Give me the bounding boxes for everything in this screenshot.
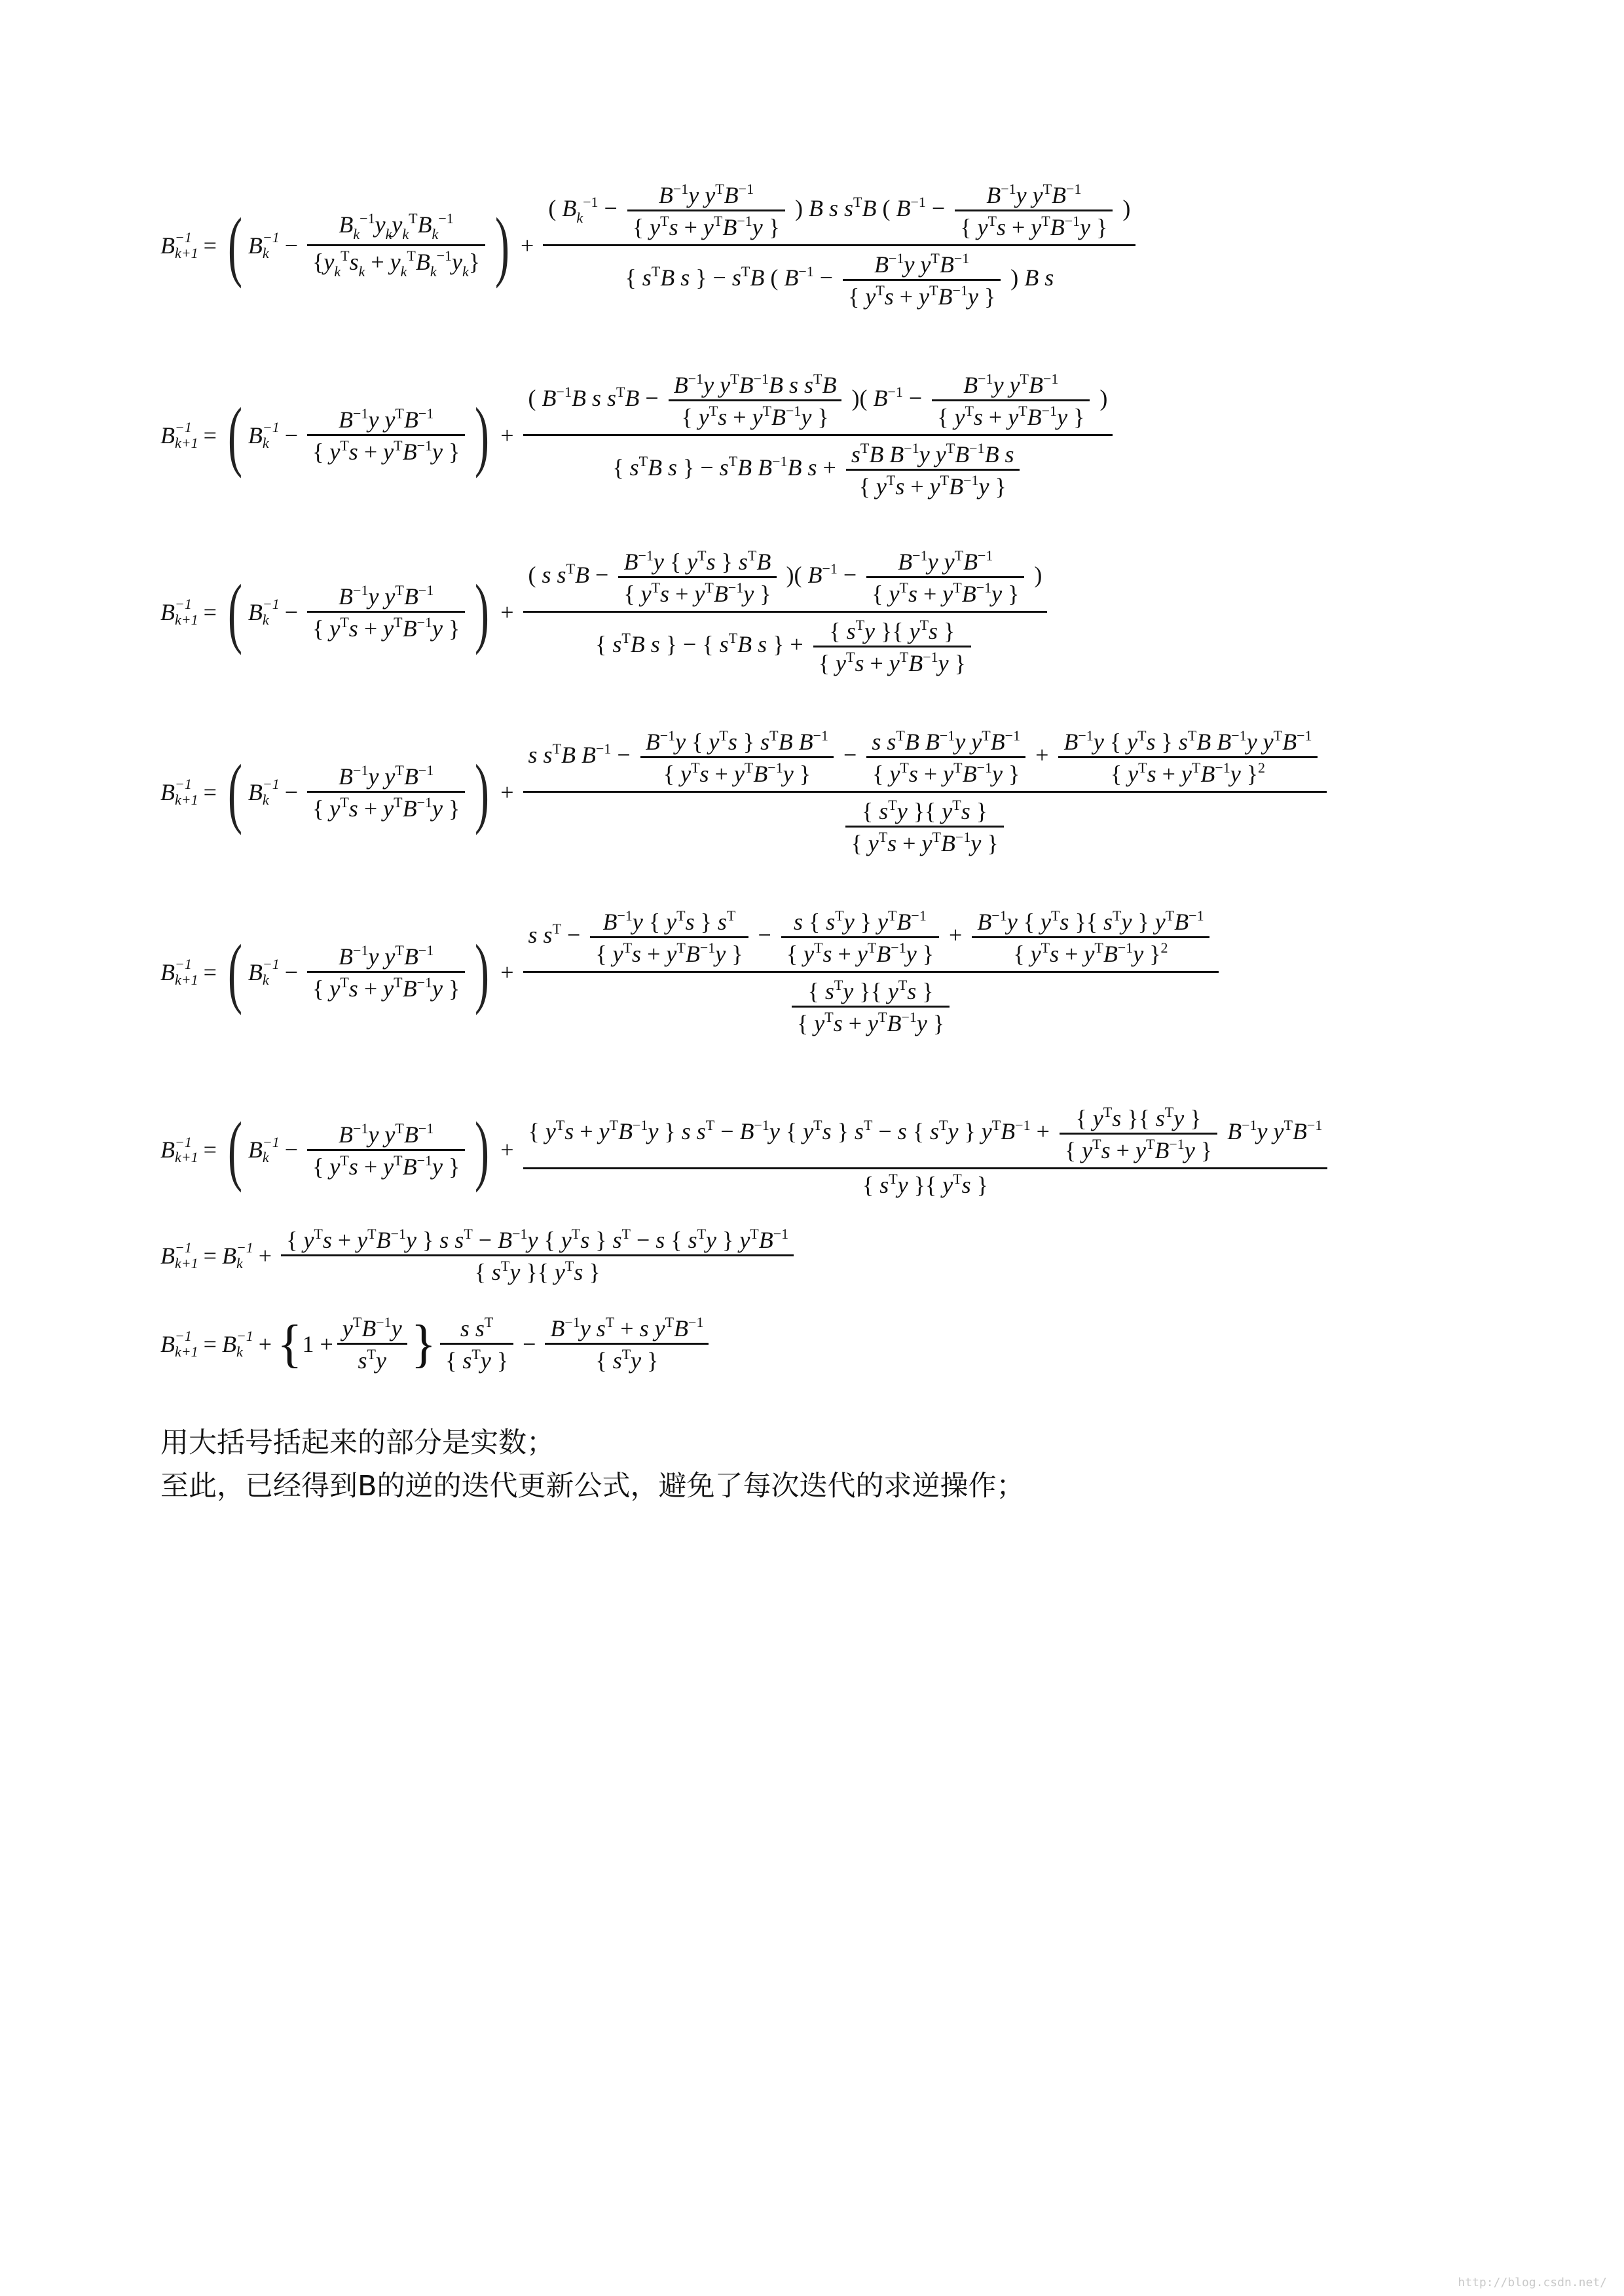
equation-1: B −1 k+1 = ( B −1 k − $\frac{B_k^{-1}y_ky_k^TB_k^{-1}}{\{y_k^Ts_k + y_k^TB_k^{-1}y_k\}}$ ) + ( $B_k^{-1}$ − $\frac{B^{-1}y y^TB^{-1}}{\{ y^Ts + y^TB^{-1}y \}}$ ) B s $s^TB$ ( $B^{-1}$ − $\frac{B^{-1}y y^TB^{-1}}{\{ y^Ts + y^TB^{-1}y \}}$ ) { $s^TB$ s } − $s^TB$ ( $B^{-1}$ − $\frac{B^{-1}y y^TB^{-1}}{\{ y^Ts + y^TB^{-1}y \}}$ ) B s [160, 177, 1139, 314]
equation-7: B −1 k+1 = B −1 k + $\frac{\{ y^Ts + y^TB^{-1}y \} s s^T - B^{-1}y \{ y^Ts \} s^T - s \{ s^Ty \} y^TB^{-1}}{\{ s^Ty \}\{ y^Ts \}}$ [160, 1224, 798, 1286]
watermark: http://blog.csdn.net/ [1458, 2276, 1607, 2289]
equation-4: B −1 k+1 = ( B −1 k − $\frac{B^{-1}y y^TB^{-1}}{\{ y^Ts + y^TB^{-1}y \}}$ ) + s $s^TB$ $B^{-1}$ − $\frac{B^{-1}y \{ y^Ts \} s^TB B^{-1}}{\{ y^Ts + y^TB^{-1}y \}}$ − $\frac{s s^TB B^{-1}y y^TB^{-1}}{\{ y^Ts + y^TB^{-1}y \}}$ + $\frac{B^{-1}y \{ y^Ts \} s^TB B^{-1}y y^TB^{-1}}{\{ y^Ts + y^TB^{-1}y \}^2}$ $\frac{\{ s^Ty \}\{ y^Ts \}}{\{ y^Ts + y^TB^{-1}y \}}$ [160, 723, 1331, 860]
equation-5: B −1 k+1 = ( B −1 k − $\frac{B^{-1}y y^TB^{-1}}{\{ y^Ts + y^TB^{-1}y \}}$ ) + s $s^T$ − $\frac{B^{-1}y \{ y^Ts \} s^T}{\{ y^Ts + y^TB^{-1}y \}}$ − $\frac{s \{ s^Ty \} y^TB^{-1}}{\{ y^Ts + y^TB^{-1}y \}}$ + $\frac{B^{-1}y \{ y^Ts \}\{ s^Ty \} y^TB^{-1}}{\{ y^Ts + y^TB^{-1}y \}^2}$ $\frac{\{ s^Ty \}\{ y^Ts \}}{\{ y^Ts + y^TB^{-1}y \}}$ [160, 903, 1223, 1040]
equation-6: B −1 k+1 = ( B −1 k − $\frac{B^{-1}y y^TB^{-1}}{\{ y^Ts + y^TB^{-1}y \}}$ ) + { $y^Ts + y^TB^{-1}y$ } s $s^T - B^{-1}y$ { $y^Ts$ } $s^T - s$ { $s^Ty$ } $y^TB^{-1}$ + $\frac{\{ y^Ts \}\{ s^Ty \}}{\{ y^Ts + y^TB^{-1}y \}}$ $B^{-1}y$ $y^TB^{-1}$ { $s^Ty$ }{ $y^Ts$ } [160, 1100, 1331, 1199]
note-update-formula: 至此，已经得到B的逆的迭代更新公式，避免了每次迭代的求逆操作； [160, 1470, 1025, 1503]
equation-8: B −1 k+1 = B −1 k + { 1 + $\frac{y^TB^{-1}y}{s^Ty}$ } $\frac{s s^T}{\{ s^Ty \}}$ − $\frac{B^{-1}y s^T + s y^TB^{-1}}{\{ s^Ty \}}$ [160, 1313, 712, 1375]
note-real-scalars: 用大括号括起来的部分是实数； [160, 1427, 555, 1459]
equation-3: B −1 k+1 = ( B −1 k − $\frac{B^{-1}y y^TB^{-1}}{\{ y^Ts + y^TB^{-1}y \}}$ ) + ( s $s^TB$ − $\frac{B^{-1}y \{ y^Ts \} s^TB}{\{ y^Ts + y^TB^{-1}y \}}$ )( $B^{-1}$ − $\frac{B^{-1}y y^TB^{-1}}{\{ y^Ts + y^TB^{-1}y \}}$ ) { $s^TB$ s } − { $s^TB$ s } + $\frac{\{ s^Ty \}\{ y^Ts \}}{\{ y^Ts + y^TB^{-1}y \}}$ [160, 543, 1051, 680]
equation-2: B −1 k+1 = ( B −1 k − $\frac{B^{-1}y y^TB^{-1}}{\{ y^Ts + y^TB^{-1}y \}}$ ) + ( $B^{-1}B$ s $s^TB$ − $\frac{B^{-1}y y^TB^{-1}B s s^TB}{\{ y^Ts + y^TB^{-1}y \}}$ )( $B^{-1}$ − $\frac{B^{-1}y y^TB^{-1}}{\{ y^Ts + y^TB^{-1}y \}}$ ) { $s^TB$ s } − $s^TB$ $B^{-1}B$ s + $\frac{s^TB B^{-1}y y^TB^{-1}B s}{\{ y^Ts + y^TB^{-1}y \}}$ [160, 367, 1116, 503]
